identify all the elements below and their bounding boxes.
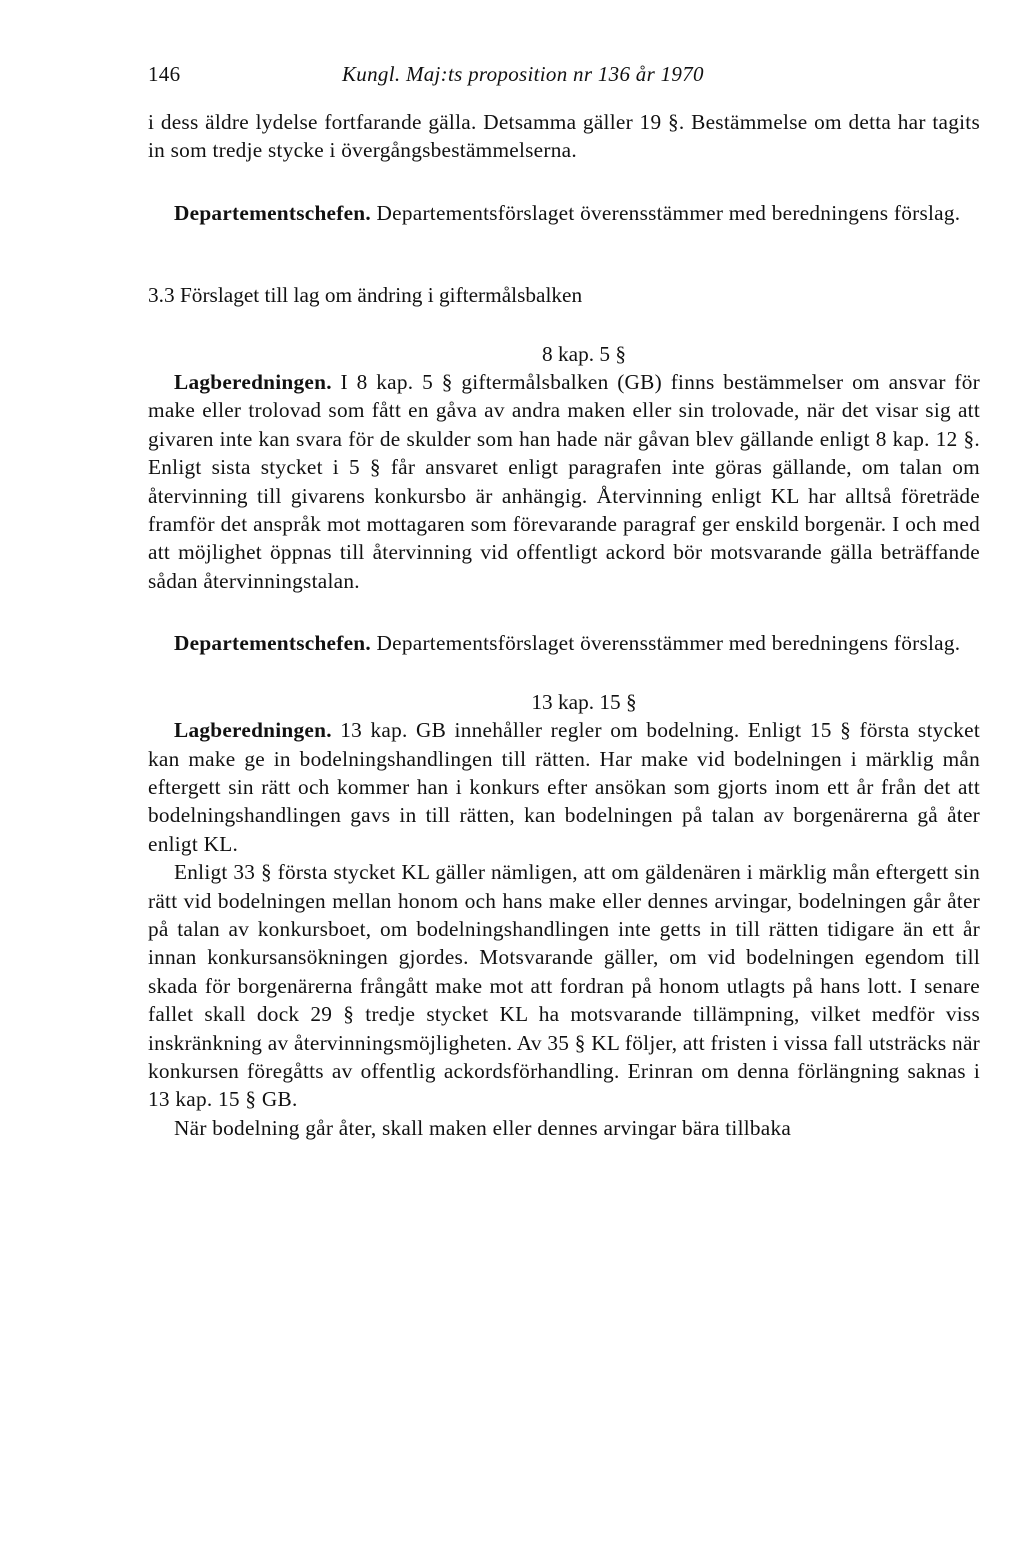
paragraph-nar-bodelning: När bodelning går åter, skall maken eller dennes arvingar bära tillbaka bbox=[174, 1115, 792, 1140]
paragraph-continuation: i dess äldre lydelse fortfarande gälla. Detsamma gäller 19 §. Bestämmelse om detta har tagits in som tredje stycke i övergångsbestämmelserna. bbox=[148, 110, 980, 163]
running-title: Kungl. Maj:ts proposition nr 136 år 1970 bbox=[342, 62, 704, 86]
paragraph-lagberedningen-1: Lagberedningen. I 8 kap. 5 § giftermålsbalken (GB) finns bestämmelser om ansvar för make eller trolovad som fått en gåva av andra maken eller sin trolovade, när det visar sig att givaren inte kan svara för de skulder som han hade när gåvan blev gällande enligt 8 kap. 12 §. Enligt sista stycket i 5 § får ansvaret enligt paragrafen inte göras gällande, om talan om återvinning till givarens konkursbo är anhängig. Återvinning enligt KL har alltså företräde framför det anspråk mot mottagaren som förevarande paragraf ger enskild borgenär. I och med att möjlighet öppnas till återvinning vid offentligt ackord bör motsvarande gälla beträffande sådan återvinningstalan. bbox=[148, 370, 980, 593]
section-heading: 3.3 Förslaget till lag om ändring i giftermålsbalken bbox=[148, 283, 583, 308]
document-page bbox=[148, 62, 980, 1142]
paragraph-departementschefen-1: Departementschefen. Departementsförslaget överensstämmer med beredningens förslag. bbox=[174, 200, 961, 225]
speaker-label: Departementschefen. bbox=[174, 631, 371, 656]
paragraph-enligt-33: Enligt 33 § första stycket KL gäller nämligen, att om gäldenären i märklig mån eftergett sin rätt vid bodelningen mellan honom och hans make eller dennes arvingar, bodelningen går åter på talan av konkursboet, om bodelningshandlingen inte getts in till rätten tidigare än ett år innan konkursansökningen gjordes. Motsvarande gäller, om vid bodelningen egendom till skada för borgenärerna frångått make mot att fordran på honom utlagts på hans lott. I senare fallet skall dock 29 § tredje stycket KL ha motsvarande tillämpning, vilket medför viss inskränkning av återvinningsmöjligheten. Av 35 § KL följer, att fristen i vissa fall utsträcks när konkursen föregåtts av offentlig ackordsförhandling. Erinran om denna förlängning saknas i 13 kap. 15 § GB. bbox=[148, 860, 980, 1112]
speaker-label: Lagberedningen. bbox=[174, 718, 332, 743]
speaker-label: Lagberedningen. bbox=[174, 370, 332, 395]
paragraph-departementschefen-2: Departementschefen. Departementsförslaget överensstämmer med beredningens förslag. bbox=[174, 631, 961, 656]
paragraph-lagberedningen-2: Lagberedningen. 13 kap. GB innehåller regler om bodelning. Enligt 15 § första stycket kan make ge in bodelningshandlingen till rätten. Har make vid bodelningen i märklig mån eftergett sin rätt och kommer han i konkurs efter ansökan som gjorts inom ett år från det att bodelningshandlingen gavs in till rätten, kan bodelningen på talan av borgenärerna gå åter enligt KL. bbox=[148, 718, 980, 856]
page-header bbox=[148, 62, 980, 96]
paragraph-heading-13-kap: 13 kap. 15 § bbox=[531, 689, 637, 714]
page-number: 146 bbox=[148, 62, 181, 86]
speaker-label: Departementschefen. bbox=[174, 200, 371, 225]
paragraph-heading-8-kap: 8 kap. 5 § bbox=[542, 341, 626, 366]
